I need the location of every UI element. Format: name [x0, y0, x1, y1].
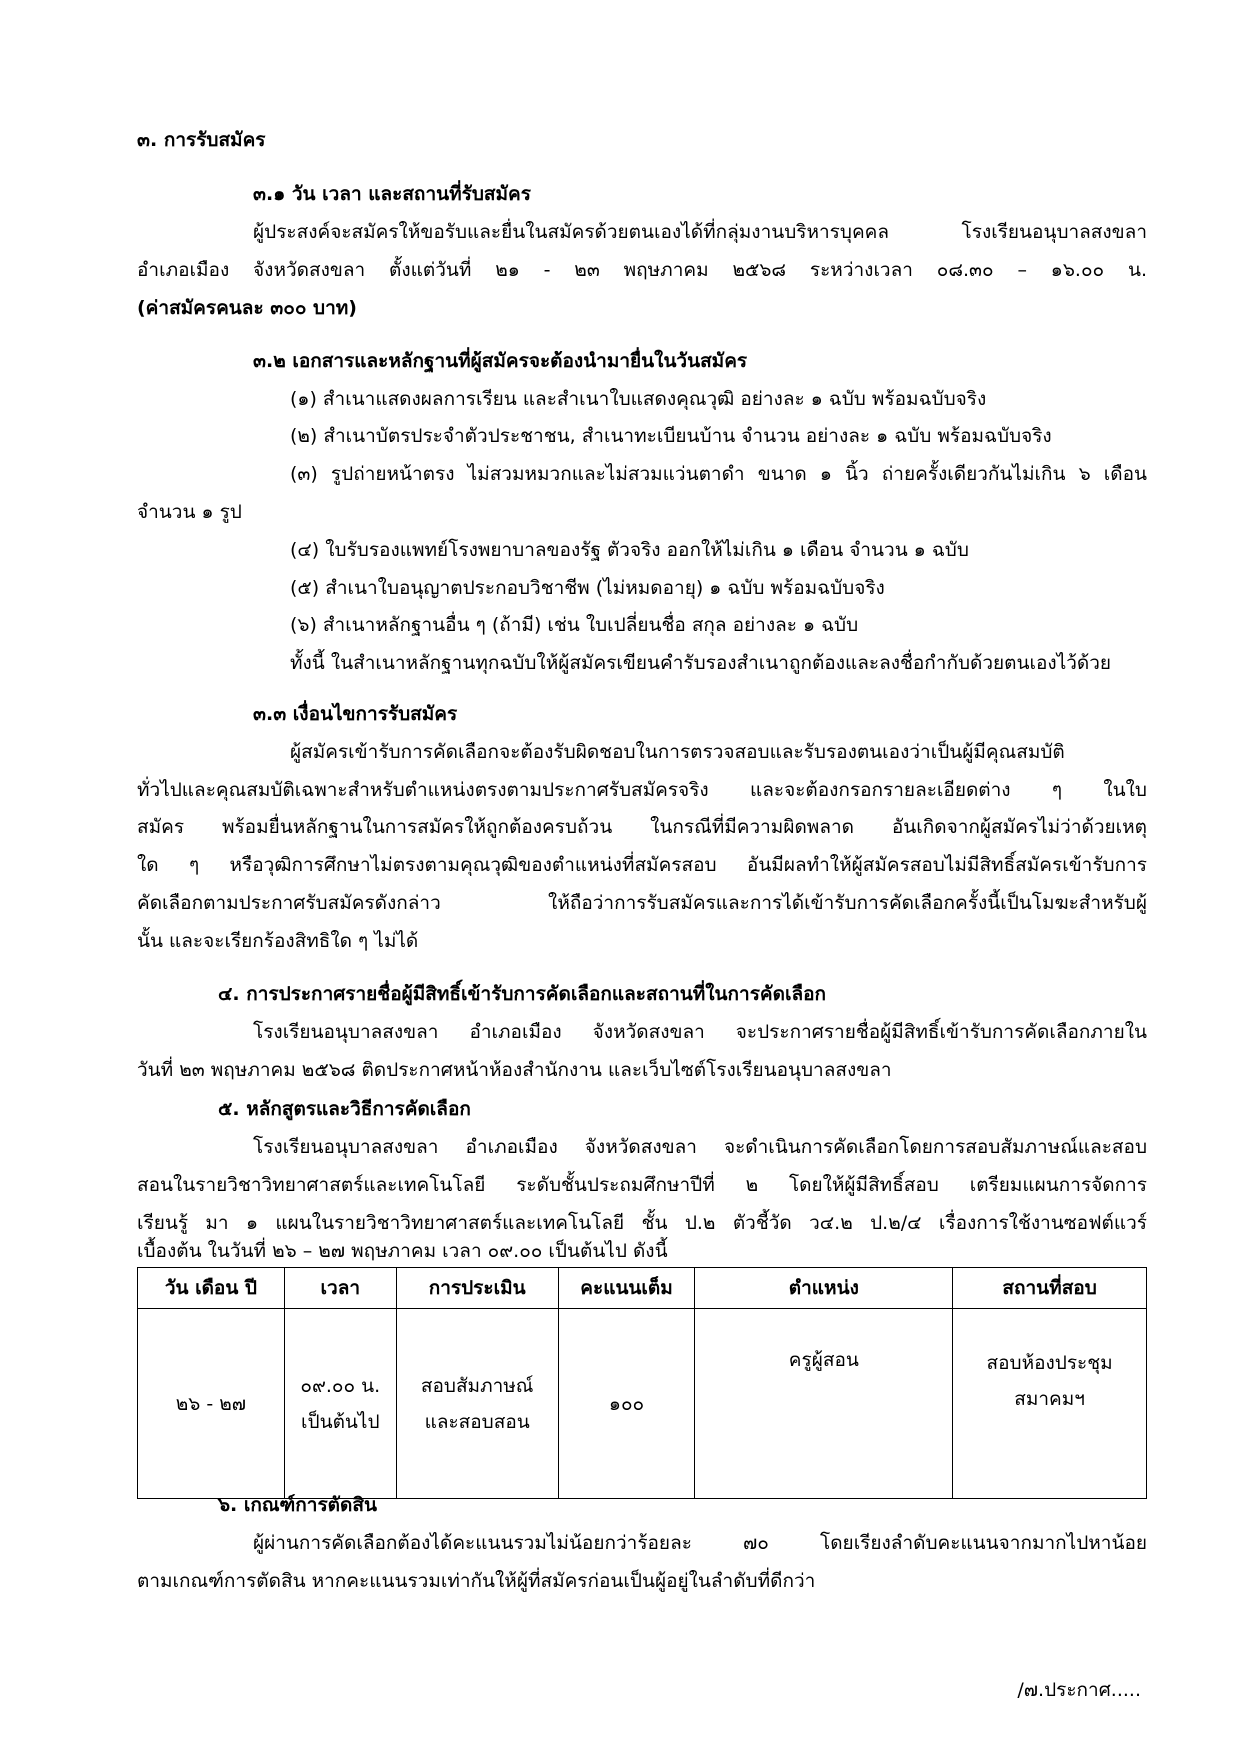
cell-date-text: ๒๖ - ๒๗ — [175, 1392, 247, 1415]
cell-time — [284, 1309, 396, 1499]
document-item-6: (๖) สำเนาหลักฐานอื่น ๆ (ถ้ามี) เช่น ใบเปลี่ยนชื่อ สกุล อย่างละ ๑ ฉบับ — [290, 614, 859, 636]
section-3-3-paragraph-line: ผู้สมัครเข้ารับการคัดเลือกจะต้องรับผิดชอบในการตรวจสอบและรับรองตนเองว่าเป็นผู้มีคุณสมบัติ — [290, 741, 1065, 763]
section-3-2-heading: ๓.๒ เอกสารและหลักฐานที่ผู้สมัครจะต้องนำมายื่นในวันสมัคร — [253, 350, 748, 372]
section-3-heading: ๓. การรับสมัคร — [137, 129, 266, 151]
column-header-position: ตำแหน่ง — [695, 1268, 953, 1309]
cell-time-line: ๐๙.๐๐ น. — [300, 1374, 381, 1397]
column-header-full-score: คะแนนเต็ม — [558, 1268, 695, 1309]
cell-position-text: ครูผู้สอน — [788, 1349, 859, 1371]
section-5-heading: ๕. หลักสูตรและวิธีการคัดเลือก — [218, 1098, 471, 1120]
section-3-1-paragraph-line: อำเภอเมือง จังหวัดสงขลา ตั้งแต่วันที่ ๒๑ - ๒๓ พฤษภาคม ๒๕๖๘ ระหว่างเวลา ๐๘.๓๐ – ๑๖.๐๐ น. — [137, 259, 1147, 281]
section-4-paragraph-line: วันที่ ๒๓ พฤษภาคม ๒๕๖๘ ติดประกาศหน้าห้องสำนักงาน และเว็บไซต์โรงเรียนอนุบาลสงขลา — [137, 1059, 892, 1081]
column-header-date: วัน เดือน ปี — [138, 1268, 285, 1309]
section-6-paragraph-line: ผู้ผ่านการคัดเลือกต้องได้คะแนนรวมไม่น้อยกว่าร้อยละ ๗๐ โดยเรียงลำดับคะแนนจากมากไปหาน้อย — [253, 1532, 1147, 1554]
documents-certification-note: ทั้งนี้ ในสำเนาหลักฐานทุกฉบับให้ผู้สมัครเขียนคำรับรองสำเนาถูกต้องและลงชื่อกำกับด้วยตนเองไว้ด้วย — [290, 652, 1112, 674]
section-6-heading: ๖. เกณฑ์การตัดสิน — [218, 1494, 377, 1516]
cell-assessment-line: และสอบสอน — [424, 1410, 530, 1433]
table-row — [138, 1309, 1147, 1499]
section-3-3-paragraph-line: สมัคร พร้อมยื่นหลักฐานในการสมัครให้ถูกต้องครบถ้วน ในกรณีที่มีความผิดพลาด อันเกิดจากผู้สมัครไม่ว่าด้วยเหตุ — [137, 816, 1147, 838]
column-header-time: เวลา — [284, 1268, 396, 1309]
document-item-2: (๒) สำเนาบัตรประจำตัวประชาชน, สำเนาทะเบียนบ้าน จำนวน อย่างละ ๑ ฉบับ พร้อมฉบับจริง — [290, 425, 1052, 447]
section-3-3-paragraph-line: ทั่วไปและคุณสมบัติเฉพาะสำหรับตำแหน่งตรงตามประกาศรับสมัครจริง และจะต้องกรอกรายละเอียดต่าง ๆ ในใบ — [137, 779, 1147, 801]
document-item-5: (๕) สำเนาใบอนุญาตประกอบวิชาชีพ (ไม่หมดอายุ) ๑ ฉบับ พร้อมฉบับจริง — [290, 577, 885, 599]
section-5-paragraph-line: สอนในรายวิชาวิทยาศาสตร์และเทคโนโลยี ระดับชั้นประถมศึกษาปีที่ ๒ โดยให้ผู้มีสิทธิ์สอบ เตรียมแผนการจัดการ — [137, 1174, 1147, 1196]
column-header-exam-venue: สถานที่สอบ — [953, 1268, 1147, 1309]
document-item-4: (๔) ใบรับรองแพทย์โรงพยาบาลของรัฐ ตัวจริง ออกให้ไม่เกิน ๑ เดือน จำนวน ๑ ฉบับ — [290, 539, 969, 561]
section-6-paragraph-line: ตามเกณฑ์การตัดสิน หากคะแนนรวมเท่ากันให้ผู้ที่สมัครก่อนเป็นผู้อยู่ในลำดับที่ดีกว่า — [137, 1570, 816, 1592]
cell-full-score — [558, 1309, 695, 1499]
section-3-1-paragraph-line: ผู้ประสงค์จะสมัครให้ขอรับและยื่นในสมัครด้วยตนเองได้ที่กลุ่มงานบริหารบุคคล โรงเรียนอนุบาลสงขลา — [253, 221, 1147, 243]
cell-position — [695, 1309, 953, 1499]
cell-date — [138, 1309, 285, 1499]
section-4-paragraph-line: โรงเรียนอนุบาลสงขลา อำเภอเมือง จังหวัดสงขลา จะประกาศรายชื่อผู้มีสิทธิ์เข้ารับการคัดเลือกภายใน — [253, 1021, 1147, 1043]
table-header-row — [138, 1268, 1147, 1309]
section-5-paragraph-line: เบื้องต้น ในวันที่ ๒๖ – ๒๗ พฤษภาคม เวลา ๐๙.๐๐ เป็นต้นไป ดังนี้ — [137, 1240, 668, 1262]
section-3-3-heading: ๓.๓ เงื่อนไขการรับสมัคร — [253, 703, 458, 725]
section-3-1-heading: ๓.๑ วัน เวลา และสถานที่รับสมัคร — [253, 183, 531, 205]
section-4-heading: ๔. การประกาศรายชื่อผู้มีสิทธิ์เข้ารับการคัดเลือกและสถานที่ในการคัดเลือก — [218, 983, 826, 1005]
section-5-paragraph-line: เรียนรู้ มา ๑ แผนในรายวิชาวิทยาศาสตร์และเทคโนโลยี ชั้น ป.๒ ตัวชี้วัด ว๔.๒ ป.๒/๔ เรื่องการใช้งานซอฟต์แวร์ — [137, 1212, 1147, 1234]
column-header-assessment: การประเมิน — [396, 1268, 558, 1309]
document-item-3: (๓) รูปถ่ายหน้าตรง ไม่สวมหมวกและไม่สวมแว่นตาดำ ขนาด ๑ นิ้ว ถ่ายครั้งเดียวกันไม่เกิน ๖ เดือน — [290, 463, 1147, 485]
exam-schedule-table — [137, 1267, 1147, 1499]
cell-assessment-line: สอบสัมภาษณ์ — [420, 1374, 534, 1397]
page-continuation-marker: /๗.ประกาศ..... — [1017, 1679, 1141, 1701]
application-fee-note: (ค่าสมัครคนละ ๓๐๐ บาท) — [137, 297, 357, 319]
section-3-3-paragraph-line: ใด ๆ หรือวุฒิการศึกษาไม่ตรงตามคุณวุฒิของตำแหน่งที่สมัครสอบ อันมีผลทำให้ผู้สมัครสอบไม่มีสิทธิ์สมัครเข้ารับการ — [137, 854, 1147, 876]
section-5-paragraph-line: โรงเรียนอนุบาลสงขลา อำเภอเมือง จังหวัดสงขลา จะดำเนินการคัดเลือกโดยการสอบสัมภาษณ์และสอบ — [253, 1136, 1147, 1158]
cell-exam-venue-line: สอบห้องประชุม — [986, 1352, 1113, 1374]
document-item-3-continuation: จำนวน ๑ รูป — [137, 501, 242, 523]
cell-full-score-text: ๑๐๐ — [608, 1392, 645, 1415]
cell-assessment — [396, 1309, 558, 1499]
document-item-1: (๑) สำเนาแสดงผลการเรียน และสำเนาใบแสดงคุณวุฒิ อย่างละ ๑ ฉบับ พร้อมฉบับจริง — [290, 388, 987, 410]
cell-time-line: เป็นต้นไป — [301, 1410, 380, 1433]
section-3-3-paragraph-line: นั้น และจะเรียกร้องสิทธิใด ๆ ไม่ได้ — [137, 930, 419, 952]
section-3-3-paragraph-line: คัดเลือกตามประกาศรับสมัครดังกล่าว ให้ถือว่าการรับสมัครและการได้เข้ารับการคัดเลือกครั้งนี้เป็นโมฆะสำหรับผู้ — [137, 892, 1147, 914]
cell-exam-venue-line: สมาคมฯ — [1014, 1388, 1085, 1410]
cell-exam-venue — [953, 1309, 1147, 1499]
